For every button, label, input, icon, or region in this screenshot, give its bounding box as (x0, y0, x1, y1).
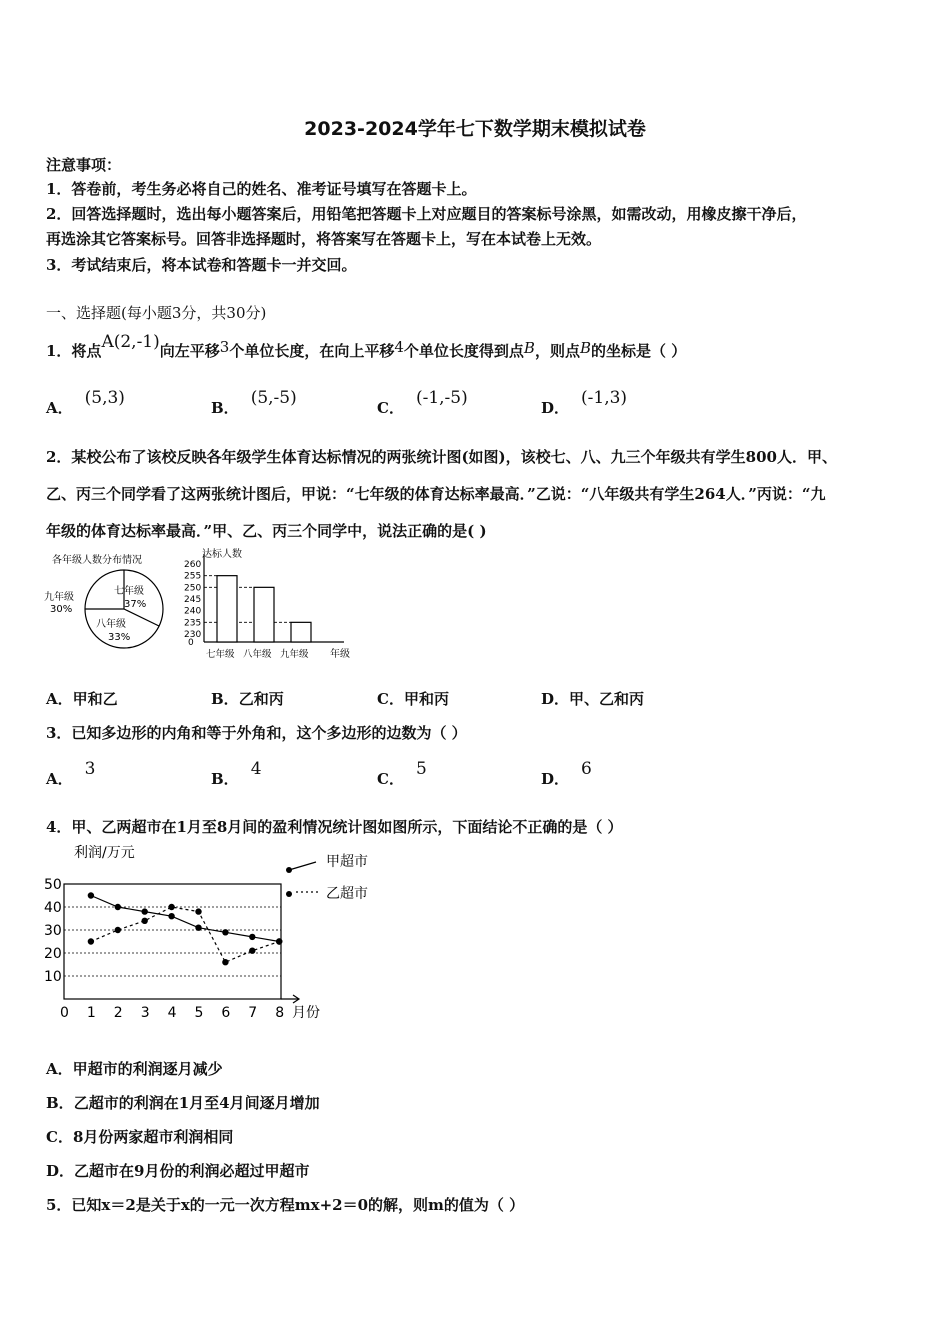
line-chart (40, 840, 400, 1030)
bar-xlabel: 年级 (330, 649, 350, 660)
bar-ytick-label: 245 (184, 595, 202, 605)
point-yi-3 (142, 918, 148, 924)
bar-chart (184, 546, 354, 664)
q1-text-6: 的坐标是（ ） (590, 342, 687, 360)
question-4: 4．甲、乙两超市在1月至8月间的盈利情况统计图如图所示，下面结论不正确的是（ ） (46, 818, 623, 836)
notice-item-3: 3．考试结束后，将本试卷和答题卡一并交回。 (46, 256, 357, 274)
bar-ytick-label: 260 (184, 560, 202, 570)
line-xtick-label: 8 (275, 1005, 285, 1021)
question-2-line-1: 2．某校公布了该校反映各年级学生体育达标情况的两张统计图(如图)，该校七、八、九三个年级共有学生800人．甲、 (46, 448, 837, 466)
q2-option-b: B．乙和丙 (211, 690, 284, 708)
q3-option-d: D． 6 (541, 759, 592, 788)
q1-point-b-2: B (579, 339, 591, 357)
bar-2 (254, 587, 274, 642)
line-xtick-label: 3 (140, 1005, 150, 1021)
bar-ytick-label: 230 (184, 630, 202, 640)
line-plot-frame (64, 884, 281, 999)
pie-label-grade7: 七年级 (114, 586, 144, 597)
bar-ytick-label: 250 (184, 583, 202, 594)
legend-jia-line (289, 862, 316, 870)
q1-text-3: 个单位长度，在向上平移 (229, 342, 395, 360)
q2-option-a: A．甲和乙 (46, 690, 118, 708)
q1-text-5: ，则点 (534, 342, 580, 360)
point-jia-4 (168, 913, 174, 919)
line-xtick-label: 6 (221, 1005, 231, 1021)
legend-jia-label: 甲超市 (326, 854, 368, 870)
q1-point-b: B (523, 339, 535, 357)
point-jia-2 (115, 904, 121, 910)
q1-option-c: C． (‑1,‑5) (377, 388, 468, 417)
bar-xtick-label: 九年级 (280, 649, 309, 660)
q2-option-c: C．甲和丙 (377, 690, 449, 708)
bar-3 (291, 622, 311, 642)
question-3: 3．已知多边形的内角和等于外角和，这个多边形的边数为（ ） (46, 724, 467, 742)
point-yi-5 (195, 908, 201, 914)
point-jia-6 (222, 929, 228, 935)
q1-text-1: 1．将点 (46, 342, 102, 360)
section-heading: 一、选择题(每小题3分，共30分) (46, 304, 267, 322)
legend-yi-marker (286, 891, 292, 897)
point-yi-2 (115, 927, 121, 933)
q3-option-b: B． 4 (211, 759, 262, 788)
point-yi-1 (88, 938, 94, 944)
point-yi-6 (222, 959, 228, 965)
point-yi-7 (249, 948, 255, 954)
line-xlabel: 月份 (292, 1005, 320, 1021)
q1-text-2: 向左平移 (159, 342, 220, 360)
line-xtick-label: 0 (60, 1005, 69, 1021)
line-ytick-label: 40 (44, 900, 62, 916)
line-xtick-label: 5 (194, 1005, 204, 1021)
line-xtick-label: 2 (113, 1005, 123, 1021)
q1-option-a: A． (5,3) (46, 388, 125, 417)
point-yi-4 (168, 904, 174, 910)
bar-ytick-label: 255 (184, 571, 202, 582)
q2-option-d: D．甲、乙和丙 (541, 690, 645, 708)
point-jia-5 (195, 925, 201, 931)
line-xtick-label: 4 (167, 1005, 177, 1021)
q3-option-a: A． 3 (46, 759, 96, 788)
question-2-line-2: 乙、丙三个同学看了这两张统计图后，甲说：“七年级的体育达标率最高．”乙说：“八年级共有学生264人．”丙说：“九 (46, 485, 826, 503)
line-ytick-label: 50 (44, 877, 62, 893)
question-5: 5．已知x＝2是关于x的一元一次方程mx+2＝0的解，则m的值为（ ） (46, 1196, 525, 1214)
pie-chart (44, 548, 174, 652)
pie-title: 各年级人数分布情况 (52, 555, 142, 566)
page-title: 2023-2024学年七下数学期末模拟试卷 (304, 118, 646, 140)
q1-text-4: 个单位长度得到点 (403, 342, 524, 360)
bar-1 (217, 576, 237, 642)
bar-ytick-label: 235 (184, 618, 202, 629)
bar-ylabel: 达标人数 (202, 549, 242, 560)
q4-option-d: D．乙超市在9月份的利润必超过甲超市 (46, 1162, 310, 1180)
line-xtick-label: 7 (248, 1005, 258, 1021)
point-jia-1 (88, 892, 94, 898)
bar-xtick-label: 八年级 (243, 649, 272, 660)
notice-item-2a: 2．回答选择题时，选出每小题答案后，用铅笔把答题卡上对应题目的答案标号涂黑，如需改动，用橡皮擦干净后， (46, 205, 807, 223)
bar-ytick-label: 240 (184, 606, 202, 617)
q1-num-4: 4 (394, 338, 404, 356)
q1-option-d: D． (‑1,3) (541, 388, 628, 417)
notice-heading: 注意事项： (46, 156, 122, 174)
q1-point-a: A(2,‑1) (101, 332, 160, 352)
point-jia-3 (142, 908, 148, 914)
q4-option-a: A．甲超市的利润逐月减少 (46, 1060, 223, 1078)
pie-value-grade9: 30% (50, 604, 73, 615)
point-jia-7 (249, 934, 255, 940)
q1-num-3: 3 (219, 338, 230, 356)
question-1 (46, 332, 687, 361)
bar-ytick-label: 0 (188, 638, 194, 648)
bar-xtick-label: 七年级 (206, 649, 235, 660)
pie-slice-boundary-2 (124, 609, 159, 626)
q3-option-c: C． 5 (377, 759, 427, 788)
pie-value-grade7: 37% (124, 599, 147, 610)
point-yi-8 (276, 938, 282, 944)
question-2-line-3: 年级的体育达标率最高．”甲、乙、丙三个同学中，说法正确的是( ) (46, 522, 487, 540)
line-ytick-label: 30 (44, 923, 62, 939)
line-xtick-label: 1 (86, 1005, 96, 1021)
pie-value-grade8: 33% (108, 632, 131, 643)
pie-label-grade9: 九年级 (44, 592, 74, 603)
q1-option-b: B． (5,‑5) (211, 388, 297, 417)
line-ytick-label: 10 (44, 969, 62, 985)
notice-item-2b: 再选涂其它答案标号。回答非选择题时，将答案写在答题卡上，写在本试卷上无效。 (46, 230, 602, 248)
line-ylabel: 利润/万元 (74, 845, 135, 861)
q4-option-c: C．8月份两家超市利润相同 (46, 1128, 234, 1146)
notice-item-1: 1．答卷前，考生务必将自己的姓名、准考证号填写在答题卡上。 (46, 180, 477, 198)
line-ytick-label: 20 (44, 946, 62, 962)
legend-yi-label: 乙超市 (326, 886, 368, 902)
pie-label-grade8: 八年级 (96, 619, 126, 630)
q4-option-b: B．乙超市的利润在1月至4月间逐月增加 (46, 1094, 320, 1112)
